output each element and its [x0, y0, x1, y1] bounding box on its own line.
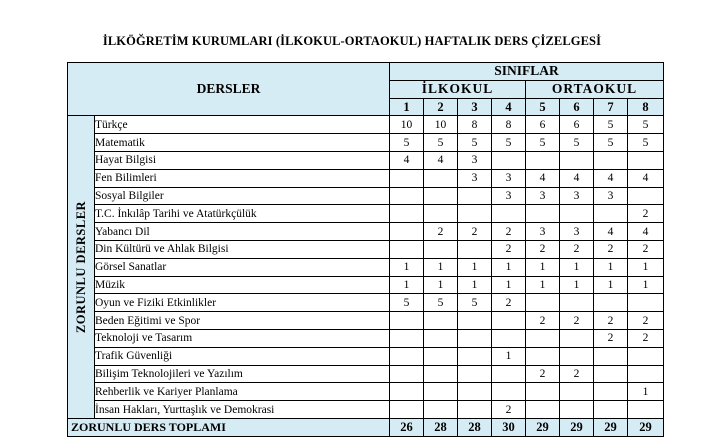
hours-cell-grade-6: 6	[560, 116, 594, 134]
course-row	[68, 240, 664, 258]
total-cell-grade-4: 30	[492, 418, 526, 436]
hours-cell-grade-8: 1	[628, 276, 664, 294]
hours-cell-grade-2: 1	[424, 276, 458, 294]
course-name: Görsel Sanatlar	[95, 258, 390, 276]
hours-cell-grade-5	[526, 151, 560, 169]
hours-cell-grade-4	[492, 329, 526, 347]
hours-cell-grade-6: 2	[560, 365, 594, 383]
hours-cell-grade-4: 1	[492, 276, 526, 294]
course-name: Rehberlik ve Kariyer Planlama	[95, 383, 390, 401]
course-name: Matematik	[95, 134, 390, 152]
course-name: Bilişim Teknolojileri ve Yazılım	[95, 365, 390, 383]
grade-header-1: 1	[390, 98, 424, 116]
hours-cell-grade-2	[424, 347, 458, 365]
hours-cell-grade-7: 1	[594, 258, 628, 276]
dersler-header: DERSLER	[68, 63, 390, 116]
hours-cell-grade-6: 1	[560, 258, 594, 276]
course-name: Yabancı Dil	[95, 223, 390, 241]
hours-cell-grade-2: 5	[424, 294, 458, 312]
page-title: İLKÖĞRETİM KURUMLARI (İLKOKUL-ORTAOKUL) HAFTALIK DERS ÇİZELGESİ	[102, 34, 602, 48]
hours-cell-grade-4: 1	[492, 258, 526, 276]
ortaokul-header: ORTAOKUL	[526, 80, 664, 98]
hours-cell-grade-4: 2	[492, 223, 526, 241]
hours-cell-grade-6	[560, 329, 594, 347]
total-row	[68, 418, 664, 436]
weekly-course-schedule-table	[67, 62, 664, 437]
hours-cell-grade-8: 5	[628, 134, 664, 152]
hours-cell-grade-7: 2	[594, 312, 628, 330]
hours-cell-grade-2: 2	[424, 223, 458, 241]
siniflar-header: SINIFLAR	[390, 63, 664, 81]
course-row	[68, 347, 664, 365]
course-name: Teknoloji ve Tasarım	[95, 329, 390, 347]
hours-cell-grade-3: 8	[458, 116, 492, 134]
hours-cell-grade-6	[560, 401, 594, 419]
hours-cell-grade-4	[492, 151, 526, 169]
hours-cell-grade-1	[390, 169, 424, 187]
hours-cell-grade-6	[560, 151, 594, 169]
hours-cell-grade-1: 4	[390, 151, 424, 169]
hours-cell-grade-8: 1	[628, 258, 664, 276]
hours-cell-grade-8: 1	[628, 383, 664, 401]
hours-cell-grade-1	[390, 187, 424, 205]
total-label: ZORUNLU DERS TOPLAMI	[68, 418, 390, 436]
hours-cell-grade-7	[594, 383, 628, 401]
hours-cell-grade-6	[560, 383, 594, 401]
course-name: Trafik Güvenliği	[95, 347, 390, 365]
zorunlu-dersler-label: ZORUNLU DERSLER	[74, 201, 88, 334]
course-row	[68, 151, 664, 169]
hours-cell-grade-5	[526, 401, 560, 419]
hours-cell-grade-1	[390, 329, 424, 347]
grade-header-2: 2	[424, 98, 458, 116]
hours-cell-grade-5: 5	[526, 134, 560, 152]
hours-cell-grade-4: 5	[492, 134, 526, 152]
hours-cell-grade-4: 3	[492, 169, 526, 187]
hours-cell-grade-5: 3	[526, 223, 560, 241]
hours-cell-grade-8	[628, 187, 664, 205]
hours-cell-grade-1: 1	[390, 276, 424, 294]
hours-cell-grade-8: 2	[628, 240, 664, 258]
hours-cell-grade-5: 1	[526, 276, 560, 294]
hours-cell-grade-3: 2	[458, 223, 492, 241]
hours-cell-grade-2	[424, 205, 458, 223]
hours-cell-grade-3	[458, 312, 492, 330]
course-row	[68, 329, 664, 347]
hours-cell-grade-3	[458, 365, 492, 383]
hours-cell-grade-2	[424, 365, 458, 383]
total-cell-grade-8: 29	[628, 418, 664, 436]
hours-cell-grade-7	[594, 294, 628, 312]
course-name: Din Kültürü ve Ahlak Bilgisi	[95, 240, 390, 258]
hours-cell-grade-7: 2	[594, 240, 628, 258]
hours-cell-grade-1	[390, 383, 424, 401]
hours-cell-grade-6: 3	[560, 187, 594, 205]
hours-cell-grade-2	[424, 312, 458, 330]
grade-header-5: 5	[526, 98, 560, 116]
hours-cell-grade-8: 2	[628, 205, 664, 223]
hours-cell-grade-7: 5	[594, 116, 628, 134]
course-row	[68, 258, 664, 276]
hours-cell-grade-3	[458, 187, 492, 205]
hours-cell-grade-4: 3	[492, 187, 526, 205]
hours-cell-grade-3	[458, 383, 492, 401]
hours-cell-grade-4: 1	[492, 347, 526, 365]
course-name: İnsan Hakları, Yurttaşlık ve Demokrasi	[95, 401, 390, 419]
hours-cell-grade-3: 5	[458, 294, 492, 312]
course-row	[68, 223, 664, 241]
course-name: Sosyal Bilgiler	[95, 187, 390, 205]
hours-cell-grade-5: 2	[526, 240, 560, 258]
course-row	[68, 294, 664, 312]
hours-cell-grade-1	[390, 347, 424, 365]
hours-cell-grade-6: 4	[560, 169, 594, 187]
grade-header-4: 4	[492, 98, 526, 116]
hours-cell-grade-1: 5	[390, 134, 424, 152]
hours-cell-grade-5: 6	[526, 116, 560, 134]
hours-cell-grade-2	[424, 169, 458, 187]
course-name: Fen Bilimleri	[95, 169, 390, 187]
hours-cell-grade-2	[424, 240, 458, 258]
hours-cell-grade-8: 2	[628, 329, 664, 347]
hours-cell-grade-2	[424, 329, 458, 347]
hours-cell-grade-6: 3	[560, 223, 594, 241]
course-name: Hayat Bilgisi	[95, 151, 390, 169]
hours-cell-grade-2	[424, 383, 458, 401]
hours-cell-grade-8: 5	[628, 116, 664, 134]
hours-cell-grade-6: 2	[560, 240, 594, 258]
hours-cell-grade-6: 5	[560, 134, 594, 152]
grade-header-8: 8	[628, 98, 664, 116]
hours-cell-grade-5: 3	[526, 187, 560, 205]
hours-cell-grade-7	[594, 365, 628, 383]
course-row	[68, 365, 664, 383]
course-row	[68, 276, 664, 294]
hours-cell-grade-2: 5	[424, 134, 458, 152]
grade-header-3: 3	[458, 98, 492, 116]
course-name: T.C. İnkılâp Tarihi ve Atatürkçülük	[95, 205, 390, 223]
course-row	[68, 116, 664, 134]
hours-cell-grade-1	[390, 240, 424, 258]
hours-cell-grade-3	[458, 401, 492, 419]
section-label-cell	[68, 116, 95, 419]
hours-cell-grade-7: 4	[594, 223, 628, 241]
hours-cell-grade-3: 3	[458, 169, 492, 187]
course-row	[68, 134, 664, 152]
hours-cell-grade-3: 1	[458, 276, 492, 294]
hours-cell-grade-3	[458, 329, 492, 347]
hours-cell-grade-8	[628, 365, 664, 383]
hours-cell-grade-4: 2	[492, 240, 526, 258]
hours-cell-grade-7: 2	[594, 329, 628, 347]
hours-cell-grade-6	[560, 205, 594, 223]
course-row	[68, 312, 664, 330]
hours-cell-grade-3	[458, 240, 492, 258]
course-row	[68, 383, 664, 401]
hours-cell-grade-3: 1	[458, 258, 492, 276]
hours-cell-grade-8	[628, 347, 664, 365]
hours-cell-grade-8: 4	[628, 169, 664, 187]
hours-cell-grade-1	[390, 223, 424, 241]
total-cell-grade-3: 28	[458, 418, 492, 436]
hours-cell-grade-1	[390, 205, 424, 223]
hours-cell-grade-8: 4	[628, 223, 664, 241]
course-row	[68, 187, 664, 205]
hours-cell-grade-3	[458, 347, 492, 365]
hours-cell-grade-5: 2	[526, 312, 560, 330]
hours-cell-grade-5	[526, 329, 560, 347]
hours-cell-grade-5	[526, 383, 560, 401]
course-name: Müzik	[95, 276, 390, 294]
total-cell-grade-7: 29	[594, 418, 628, 436]
hours-cell-grade-7: 5	[594, 134, 628, 152]
hours-cell-grade-7: 1	[594, 276, 628, 294]
course-name: Oyun ve Fiziki Etkinlikler	[95, 294, 390, 312]
hours-cell-grade-7	[594, 347, 628, 365]
hours-cell-grade-8	[628, 151, 664, 169]
hours-cell-grade-4: 2	[492, 294, 526, 312]
hours-cell-grade-5	[526, 205, 560, 223]
course-name: Türkçe	[95, 116, 390, 134]
hours-cell-grade-4	[492, 205, 526, 223]
hours-cell-grade-7	[594, 401, 628, 419]
hours-cell-grade-6	[560, 294, 594, 312]
ilkokul-header: İLKOKUL	[390, 80, 526, 98]
hours-cell-grade-5	[526, 294, 560, 312]
hours-cell-grade-7	[594, 151, 628, 169]
hours-cell-grade-7	[594, 205, 628, 223]
hours-cell-grade-8: 2	[628, 312, 664, 330]
hours-cell-grade-7: 3	[594, 187, 628, 205]
hours-cell-grade-4	[492, 383, 526, 401]
total-cell-grade-5: 29	[526, 418, 560, 436]
hours-cell-grade-4: 2	[492, 401, 526, 419]
hours-cell-grade-4	[492, 312, 526, 330]
hours-cell-grade-1	[390, 365, 424, 383]
course-row	[68, 169, 664, 187]
hours-cell-grade-2: 4	[424, 151, 458, 169]
hours-cell-grade-1: 1	[390, 258, 424, 276]
hours-cell-grade-8	[628, 294, 664, 312]
hours-cell-grade-4: 8	[492, 116, 526, 134]
hours-cell-grade-1: 10	[390, 116, 424, 134]
hours-cell-grade-5	[526, 347, 560, 365]
grade-header-6: 6	[560, 98, 594, 116]
hours-cell-grade-6: 2	[560, 312, 594, 330]
hours-cell-grade-2	[424, 187, 458, 205]
hours-cell-grade-4	[492, 365, 526, 383]
grade-header-7: 7	[594, 98, 628, 116]
hours-cell-grade-5: 1	[526, 258, 560, 276]
hours-cell-grade-5: 4	[526, 169, 560, 187]
course-row	[68, 205, 664, 223]
hours-cell-grade-1	[390, 401, 424, 419]
hours-cell-grade-2: 1	[424, 258, 458, 276]
hours-cell-grade-1: 5	[390, 294, 424, 312]
total-cell-grade-2: 28	[424, 418, 458, 436]
hours-cell-grade-8	[628, 401, 664, 419]
course-name: Beden Eğitimi ve Spor	[95, 312, 390, 330]
hours-cell-grade-7: 4	[594, 169, 628, 187]
hours-cell-grade-3: 5	[458, 134, 492, 152]
total-cell-grade-1: 26	[390, 418, 424, 436]
hours-cell-grade-1	[390, 312, 424, 330]
hours-cell-grade-3	[458, 205, 492, 223]
hours-cell-grade-3: 3	[458, 151, 492, 169]
hours-cell-grade-6	[560, 347, 594, 365]
hours-cell-grade-2	[424, 401, 458, 419]
hours-cell-grade-2: 10	[424, 116, 458, 134]
total-cell-grade-6: 29	[560, 418, 594, 436]
hours-cell-grade-6: 1	[560, 276, 594, 294]
hours-cell-grade-5: 2	[526, 365, 560, 383]
course-row	[68, 401, 664, 419]
